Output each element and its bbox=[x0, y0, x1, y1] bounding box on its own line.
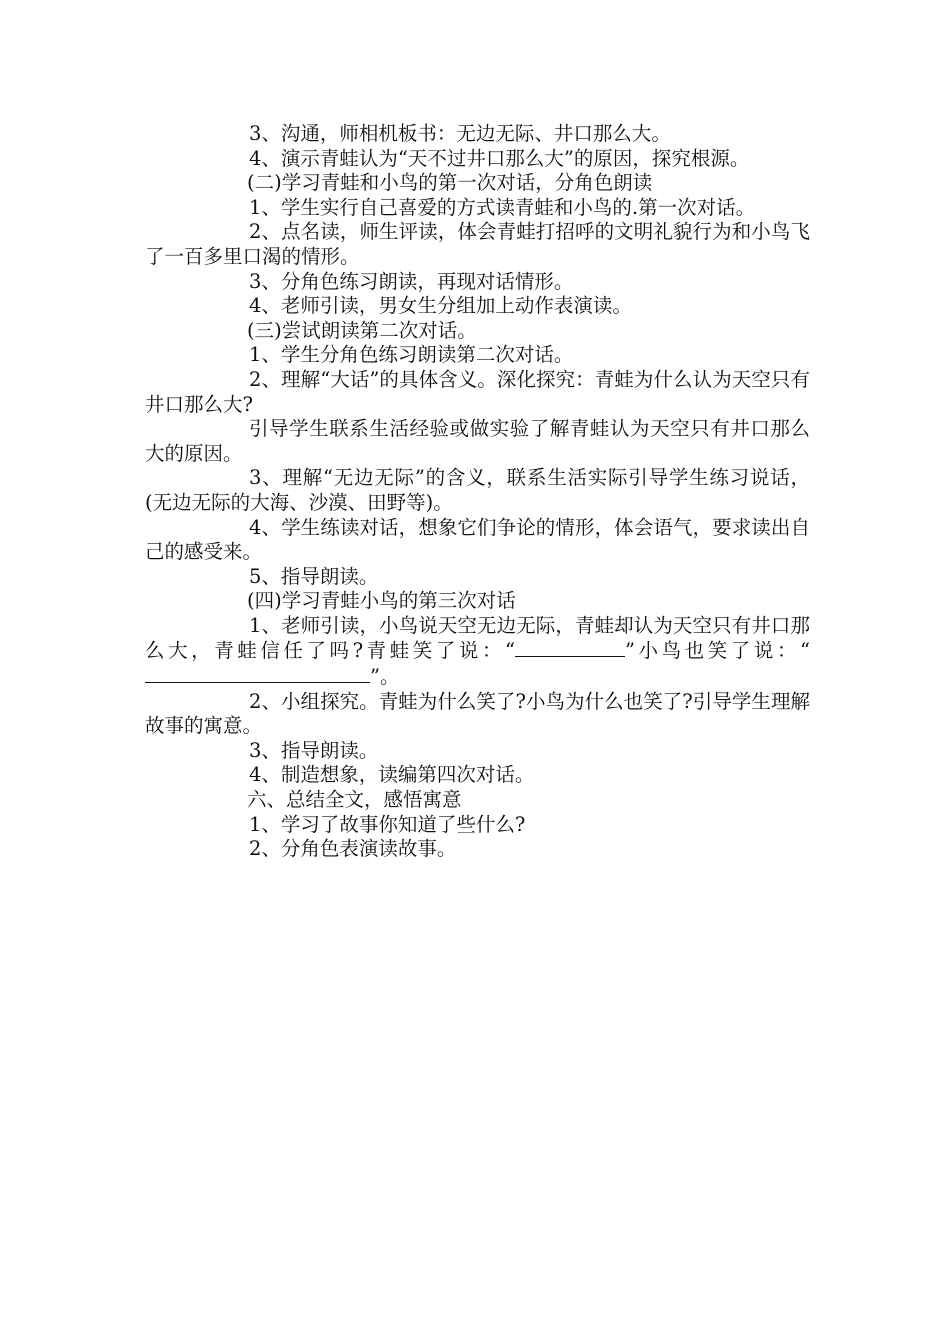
paragraph-4-1-text-c: ”。 bbox=[370, 665, 400, 689]
paragraph-2-3: 3、分角色练习朗读，再现对话情形。 bbox=[249, 269, 574, 293]
paragraph-3-1: 1、学生分角色练习朗读第二次对话。 bbox=[249, 343, 574, 367]
paragraph-6-2: 2、分角色表演读故事。 bbox=[249, 837, 457, 861]
paragraph-3-guide: 引导学生联系生活经验或做实验了解青蛙认为天空只有井口那么大的原因。 bbox=[145, 417, 810, 465]
paragraph-4-3: 3、指导朗读。 bbox=[249, 738, 379, 762]
fill-blank-frog bbox=[515, 638, 625, 657]
paragraph-4-4: 4、制造想象，读编第四次对话。 bbox=[249, 763, 535, 787]
paragraph-3-4: 4、学生练读对话，想象它们争论的情形，体会语气，要求读出自己的感受来。 bbox=[145, 515, 810, 564]
paragraph-2-1: 1、学生实行自己喜爱的方式读青蛙和小鸟的.第一次对话。 bbox=[249, 195, 756, 219]
paragraph-4-1-text-a: 1、老师引读，小鸟说天空无边无际，青蛙却认为天空只有井口那么大，青蛙信任了吗?青蛙笑了说：“ bbox=[145, 613, 810, 663]
paragraph-4-1-text-b: ”小鸟也笑了说：“ bbox=[625, 639, 810, 663]
section-heading-4: (四)学习青蛙小鸟的第三次对话 bbox=[247, 589, 516, 613]
paragraph-2-4: 4、老师引读，男女生分组加上动作表演读。 bbox=[249, 294, 632, 318]
paragraph-4-1 bbox=[145, 614, 810, 690]
section-heading-6: 六、总结全文，感悟寓意 bbox=[247, 788, 462, 812]
paragraph-step-4-demonstrate: 4、演示青蛙认为“天不过井口那么大”的原因，探究根源。 bbox=[249, 146, 750, 170]
paragraph-step-3-communicate: 3、沟通，师相机板书：无边无际、井口那么大。 bbox=[249, 122, 671, 145]
paragraph-3-2: 2、理解“大话”的具体含义。深化探究：青蛙为什么认为天空只有井口那么大? bbox=[145, 367, 810, 416]
paragraph-2-2: 2、点名读，师生评读，体会青蛙打招呼的文明礼貌行为和小鸟飞了一百多里口渴的情形。 bbox=[145, 220, 810, 268]
section-heading-2: (二)学习青蛙和小鸟的第一次对话，分角色朗读 bbox=[247, 171, 653, 195]
fill-blank-bird bbox=[145, 664, 370, 683]
paragraph-3-5: 5、指导朗读。 bbox=[249, 564, 379, 588]
paragraph-4-2: 2、小组探究。青蛙为什么笑了?小鸟为什么也笑了?引导学生理解故事的寓意。 bbox=[145, 689, 810, 738]
paragraph-6-1: 1、学习了故事你知道了些什么? bbox=[249, 812, 526, 836]
document-body bbox=[145, 122, 810, 862]
paragraph-3-3: 3、理解“无边无际”的含义，联系生活实际引导学生练习说话，(无边无际的大海、沙漠、田野等)。 bbox=[145, 466, 810, 514]
section-heading-3: (三)尝试朗读第二次对话。 bbox=[247, 318, 477, 342]
